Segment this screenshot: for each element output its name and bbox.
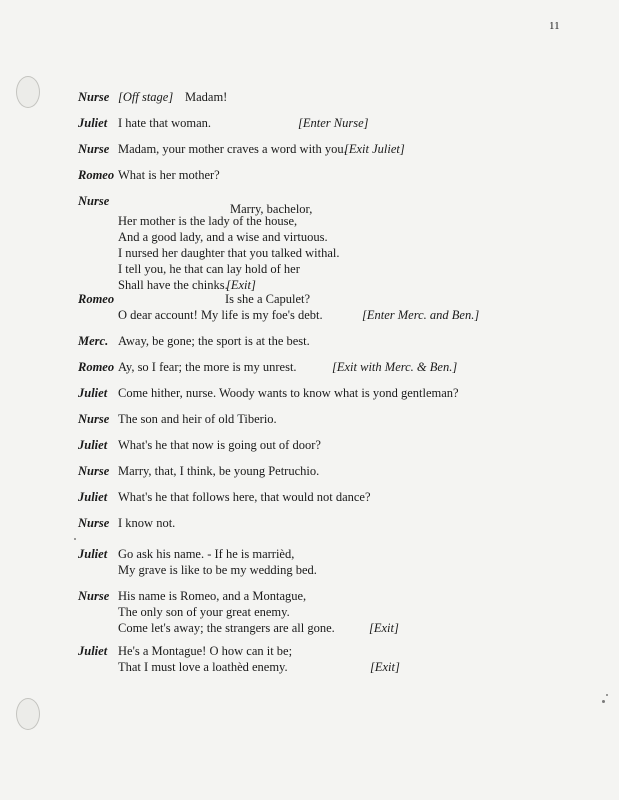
speaker-name: Nurse [78,142,110,156]
speaker-name: Romeo [78,292,115,306]
speaker-name: Juliet [78,386,108,400]
dialogue-line: Come let's away; the strangers are all gone. [118,621,335,635]
punch-hole-bottom [16,698,40,730]
speaker-name: Juliet [78,547,108,561]
speaker-name: Juliet [78,490,108,504]
speaker-name: Nurse [78,412,110,426]
stage-direction: [Off stage] [118,90,174,104]
dialogue-line: His name is Romeo, and a Montague, [118,589,307,603]
dialogue-line: I tell you, he that can lay hold of her [118,262,300,276]
dialogue-line: Madam! [185,90,228,104]
dialogue-line: Madam, your mother craves a word with you. [118,142,347,156]
speaker-name: Nurse [78,589,110,603]
dialogue-line: And a good lady, and a wise and virtuous. [118,230,328,244]
dialogue-line: Shall have the chinks. [118,278,228,292]
dialogue-line: O dear account! My life is my foe's debt. [118,308,323,322]
dialogue-line: What's he that follows here, that would not dance? [118,490,371,504]
dialogue-line: The only son of your great enemy. [118,605,290,619]
dialogue-line: Is she a Capulet? [225,292,311,306]
speaker-name: Merc. [78,334,109,348]
dialogue-line: Her mother is the lady of the house, [118,214,298,228]
dialogue-line: Ay, so I fear; the more is my unrest. [118,360,297,374]
scan-speck [602,700,605,703]
speaker-name: Romeo [78,360,115,374]
punch-hole-top [16,76,40,108]
speaker-name: Juliet [78,644,108,658]
dialogue-line: Away, be gone; the sport is at the best. [118,334,310,348]
stage-direction: [Enter Nurse] [298,116,369,130]
speaker-name: Nurse [78,90,110,104]
stage-direction: [Exit] [369,621,399,635]
speaker-name: Juliet [78,116,108,130]
dialogue-line: That I must love a loathèd enemy. [118,660,288,674]
speaker-name: Nurse [78,194,110,208]
scan-speck [74,538,76,540]
dialogue-line: I nursed her daughter that you talked withal. [118,246,340,260]
dialogue-line: What's he that now is going out of door? [118,438,321,452]
page-number: 11 [549,20,560,32]
stage-direction: [Enter Merc. and Ben.] [362,308,480,322]
dialogue-line: My grave is like to be my wedding bed. [118,563,317,577]
dialogue-line: The son and heir of old Tiberio. [118,412,277,426]
speaker-name: Nurse [78,464,110,478]
dialogue-line: I hate that woman. [118,116,212,130]
scan-speck [606,694,608,696]
dialogue-line: I know not. [118,516,176,530]
stage-direction: [Exit] [370,660,400,674]
speaker-name: Nurse [78,516,110,530]
speaker-name: Romeo [78,168,115,182]
dialogue-line: Marry, that, I think, be young Petruchio. [118,464,320,478]
dialogue-line: He's a Montague! O how can it be; [118,644,293,658]
stage-direction: [Exit Juliet] [344,142,405,156]
dialogue-line: Come hither, nurse. Woody wants to know what is yond gentleman? [118,386,459,400]
dialogue-line: Go ask his name. - If he is marrièd, [118,547,295,561]
speaker-name: Juliet [78,438,108,452]
dialogue-line: What is her mother? [118,168,220,182]
dialogue-line: Marry, bachelor, [230,202,313,216]
stage-direction: [Exit with Merc. & Ben.] [332,360,458,374]
stage-direction: [Exit] [226,278,256,292]
